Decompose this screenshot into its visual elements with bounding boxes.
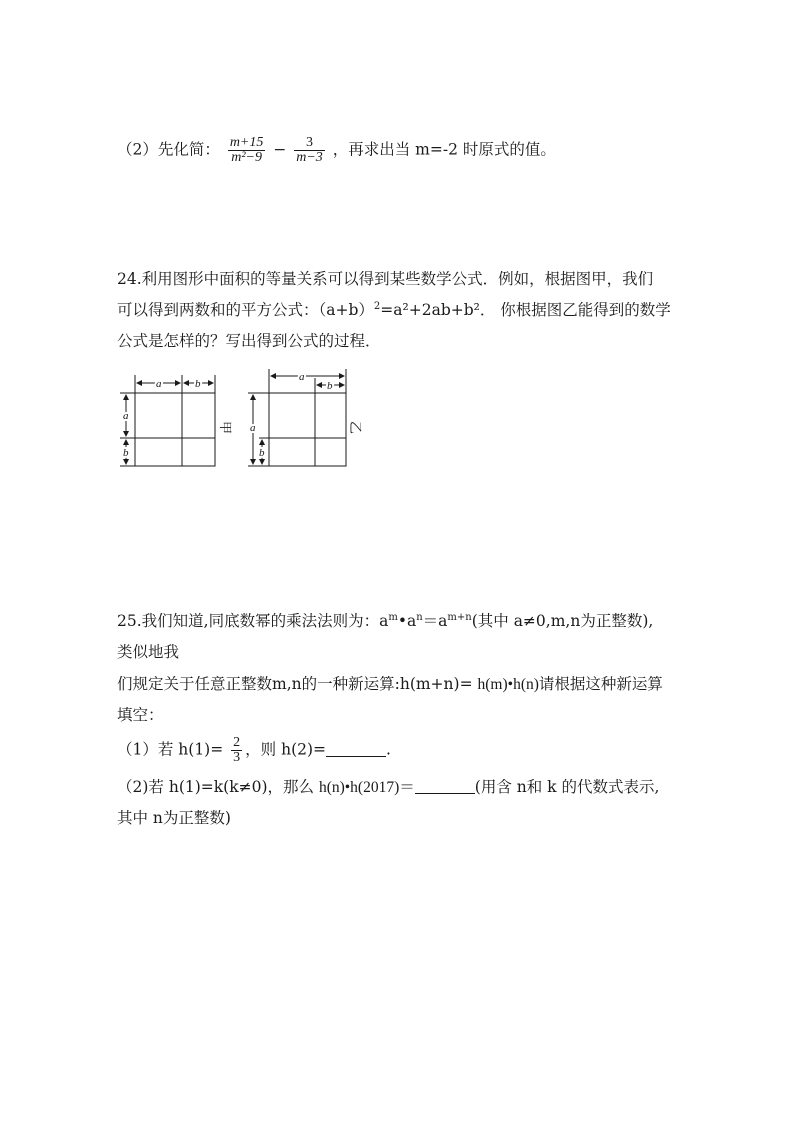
minus-sign: − — [273, 140, 287, 159]
fraction-1-numerator: m+15 — [229, 135, 264, 150]
fraction-1-denominator: m²−9 — [231, 150, 262, 165]
q25-line-4: 填空： — [117, 706, 164, 724]
answer-blank-2[interactable] — [415, 779, 475, 794]
figure-jia — [120, 375, 215, 466]
q24-line-2: 可以得到两数和的平方公式：$(a+b)^2=a^2+2ab+b^2$． 你根据图乙能得到的数学 — [117, 301, 671, 319]
figure-yi-label-b-top: b — [327, 380, 333, 392]
figure-yi-square — [269, 393, 346, 466]
q25-part2-line-2: 其中 n为正整数) — [117, 809, 231, 827]
figure-jia-label-b-top: b — [195, 378, 201, 390]
q23-suffix: ，再求出当 m=-2 时原式的值。 — [332, 140, 556, 159]
q23-prefix: （2）先化简： — [117, 140, 220, 159]
figure-yi-caption: 乙 — [347, 421, 362, 435]
q25-part2-formula: h(n)•h(2017) — [318, 779, 400, 796]
figure-jia-label-a-left: a — [123, 410, 129, 422]
figure-jia-label-a-top: a — [156, 378, 162, 390]
q25-line-2: 类似地我 — [117, 643, 180, 661]
fraction-2-denominator: m−3 — [296, 150, 323, 165]
figure-jia-label-b-left: b — [123, 447, 129, 459]
q25-line-3: 们规定关于任意正整数m,n的一种新运算:h(m+n)= h(m)•h(n)请根据这种新运算 — [117, 675, 663, 693]
fraction-2-numerator: 3 — [294, 136, 325, 151]
q24-line-1: 24.利用图形中面积的等量关系可以得到某些数学公式．例如，根据图甲，我们 — [117, 270, 654, 288]
q25-part2: （2)若 h(1)=k(k≠0)，那么 h(n)•h(2017)＝ (用含 n和 k 的代数式表示, — [117, 778, 660, 796]
answer-blank-1[interactable] — [326, 742, 386, 757]
q25-fraction — [231, 736, 242, 765]
figure-jia-caption: 甲 — [217, 421, 232, 435]
q25-part1: （1）若 h(1)= $\frac{2}{3}$ ，则 h(2)= . — [117, 735, 391, 765]
q25-rule-formula: h(m)•h(n) — [477, 676, 539, 693]
figure-yi-label-a-top: a — [299, 371, 305, 383]
q25-fraction-numerator: 2 — [233, 735, 241, 750]
q25-line-1: 25.我们知道,同底数幂的乘法法则为：$a^m•a^n=a^{m+n}$(其中 a≠0,m,n为正整数), — [117, 612, 654, 630]
q25-fraction-denominator: 3 — [233, 750, 241, 765]
figure-yi-label-a-left: a — [250, 422, 256, 434]
figure-jia-square — [135, 393, 215, 466]
q24-line-3: 公式是怎样的？写出得到公式的过程． — [117, 332, 381, 350]
figure-yi-label-b-left: b — [259, 447, 265, 459]
